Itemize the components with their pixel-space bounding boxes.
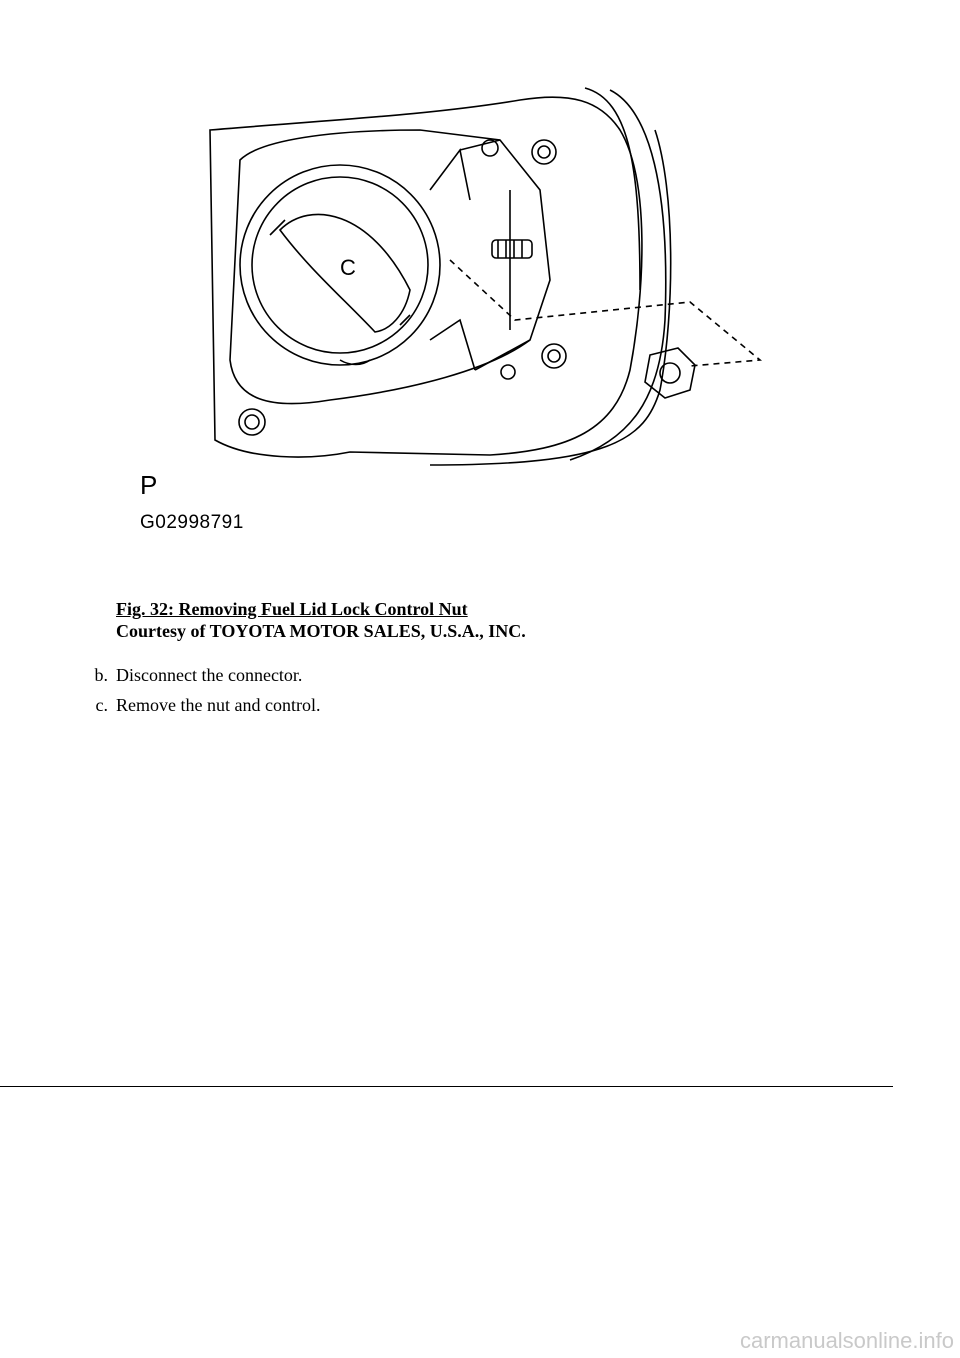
step-text: Disconnect the connector. <box>116 665 303 685</box>
control-nut <box>645 348 695 398</box>
page-divider <box>0 1086 893 1087</box>
step-text: Remove the nut and control. <box>116 695 321 715</box>
list-item <box>70 664 320 686</box>
procedure-steps <box>70 664 320 724</box>
leader-line <box>450 260 760 366</box>
bolt-top-right <box>532 140 556 164</box>
list-item <box>70 694 320 716</box>
fuel-lid-drawing <box>130 70 780 550</box>
figure-letter: P <box>140 470 158 500</box>
caption-title[interactable]: Fig. 32: Removing Fuel Lid Lock Control Nut <box>116 599 468 619</box>
bolt-bottom-left <box>239 409 265 435</box>
hole-bottom <box>501 365 515 379</box>
figure-caption <box>116 598 526 642</box>
svg-text:C: C <box>340 255 356 280</box>
step-marker: b. <box>94 665 108 685</box>
fuel-lid-illustration <box>130 70 780 550</box>
bolt-bottom-right <box>542 344 566 368</box>
housing-outline <box>230 130 550 404</box>
caption-courtesy: Courtesy of TOYOTA MOTOR SALES, U.S.A., INC. <box>116 621 526 641</box>
watermark: carmanualsonline.info <box>739 1328 954 1353</box>
step-marker: c. <box>95 695 108 715</box>
figure-code: G02998791 <box>140 512 244 533</box>
